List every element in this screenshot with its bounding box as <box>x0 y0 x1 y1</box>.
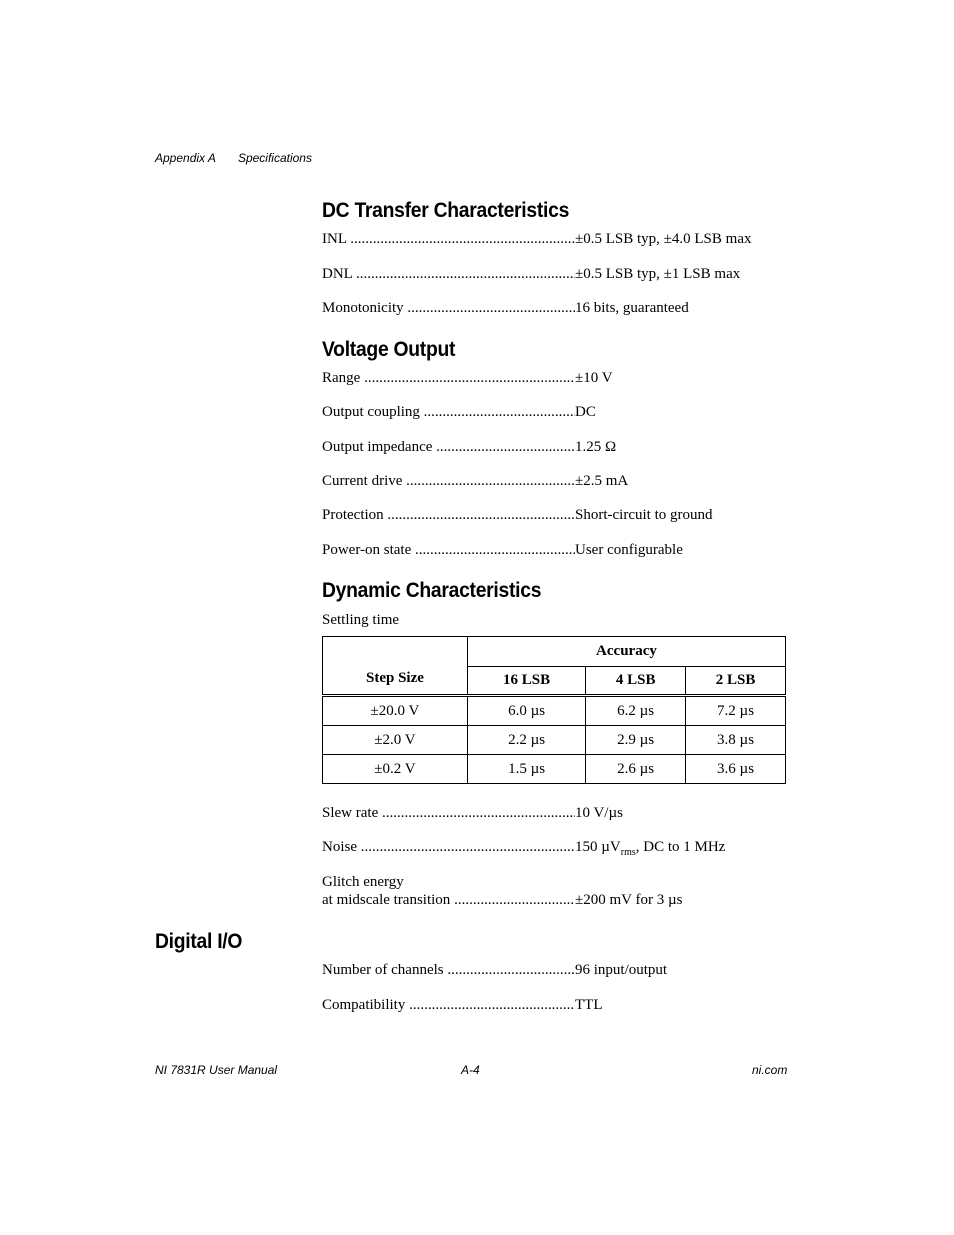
spec-label: Monotonicity ..... <box>322 299 575 317</box>
table-cell: 3.8 µs <box>686 726 786 755</box>
section-title-dc-transfer: DC Transfer Characteristics <box>322 199 570 222</box>
spec-value: 16 bits, guaranteed <box>575 300 689 316</box>
header-section: Specifications <box>237 151 312 165</box>
spec-value: ±2.5 mA <box>575 473 629 489</box>
footer-manual: NI 7831R User Manual <box>155 1063 278 1077</box>
spec-label: Power-on state ..... <box>322 541 575 559</box>
spec-value: TTL <box>575 997 603 1013</box>
spec-value: DC <box>575 404 596 420</box>
table-header-col: 4 LSB <box>586 667 686 696</box>
section-title-digital-io: Digital I/O <box>155 930 243 953</box>
spec-value: 96 input/output <box>575 962 668 978</box>
spec-value: 10 V/µs <box>575 805 623 821</box>
spec-value: ±10 V <box>575 370 613 386</box>
footer-site: ni.com <box>752 1063 788 1077</box>
table-cell: 2.2 µs <box>467 726 585 755</box>
spec-label: Current drive ..... <box>322 472 575 490</box>
spec-label: Slew rate ..... <box>322 804 575 822</box>
table-cell: ±0.2 V <box>323 755 468 784</box>
spec-label: Protection ..... <box>322 506 575 524</box>
section-title-dynamic: Dynamic Characteristics <box>322 579 542 602</box>
page-header <box>155 151 312 165</box>
table-row <box>323 755 786 784</box>
table-cell: 7.2 µs <box>686 696 786 726</box>
spec-value <box>575 838 725 862</box>
spec-value: User configurable <box>575 542 683 558</box>
noise-range: , DC to 1 MHz <box>635 839 726 855</box>
spec-label: Output impedance ..... <box>322 438 575 456</box>
spec-label: Compatibility ..... <box>322 996 575 1014</box>
table-cell: 1.5 µs <box>467 755 585 784</box>
settling-time-label: Settling time <box>322 612 400 628</box>
header-appendix: Appendix A <box>155 151 216 165</box>
table-header-step-size: Step Size <box>323 637 468 696</box>
table-cell: 2.9 µs <box>586 726 686 755</box>
table-cell: ±20.0 V <box>323 696 468 726</box>
noise-unit-subscript: rms <box>620 847 636 858</box>
spec-value: Short-circuit to ground <box>575 507 713 523</box>
noise-value: 150 µV <box>575 839 621 855</box>
spec-value: ±200 mV for 3 µs <box>575 892 683 908</box>
table-header-accuracy: Accuracy <box>467 637 785 667</box>
spec-label: INL ..... <box>322 230 575 248</box>
spec-label: Noise ..... <box>322 838 575 856</box>
table-row <box>323 726 786 755</box>
spec-label: Range ..... <box>322 369 575 387</box>
table-cell: 6.0 µs <box>467 696 585 726</box>
footer-page-number: A-4 <box>461 1063 480 1077</box>
table-header-col: 2 LSB <box>686 667 786 696</box>
table-header-col: 16 LSB <box>467 667 585 696</box>
settling-time-table <box>322 636 786 784</box>
spec-value: 1.25 Ω <box>575 439 617 455</box>
table-row <box>323 696 786 726</box>
section-title-voltage-output: Voltage Output <box>322 338 456 361</box>
glitch-energy-label: Glitch energy <box>322 874 404 890</box>
table-cell: 2.6 µs <box>586 755 686 784</box>
spec-value: ±0.5 LSB typ, ±1 LSB max <box>575 266 741 282</box>
spec-label: at midscale transition ..... <box>322 891 575 909</box>
spec-value: ±0.5 LSB typ, ±4.0 LSB max <box>575 231 752 247</box>
spec-label: Output coupling ..... <box>322 403 575 421</box>
spec-label: Number of channels ..... <box>322 961 575 979</box>
table-cell: ±2.0 V <box>323 726 468 755</box>
table-cell: 3.6 µs <box>686 755 786 784</box>
spec-label: DNL ..... <box>322 265 575 283</box>
table-cell: 6.2 µs <box>586 696 686 726</box>
